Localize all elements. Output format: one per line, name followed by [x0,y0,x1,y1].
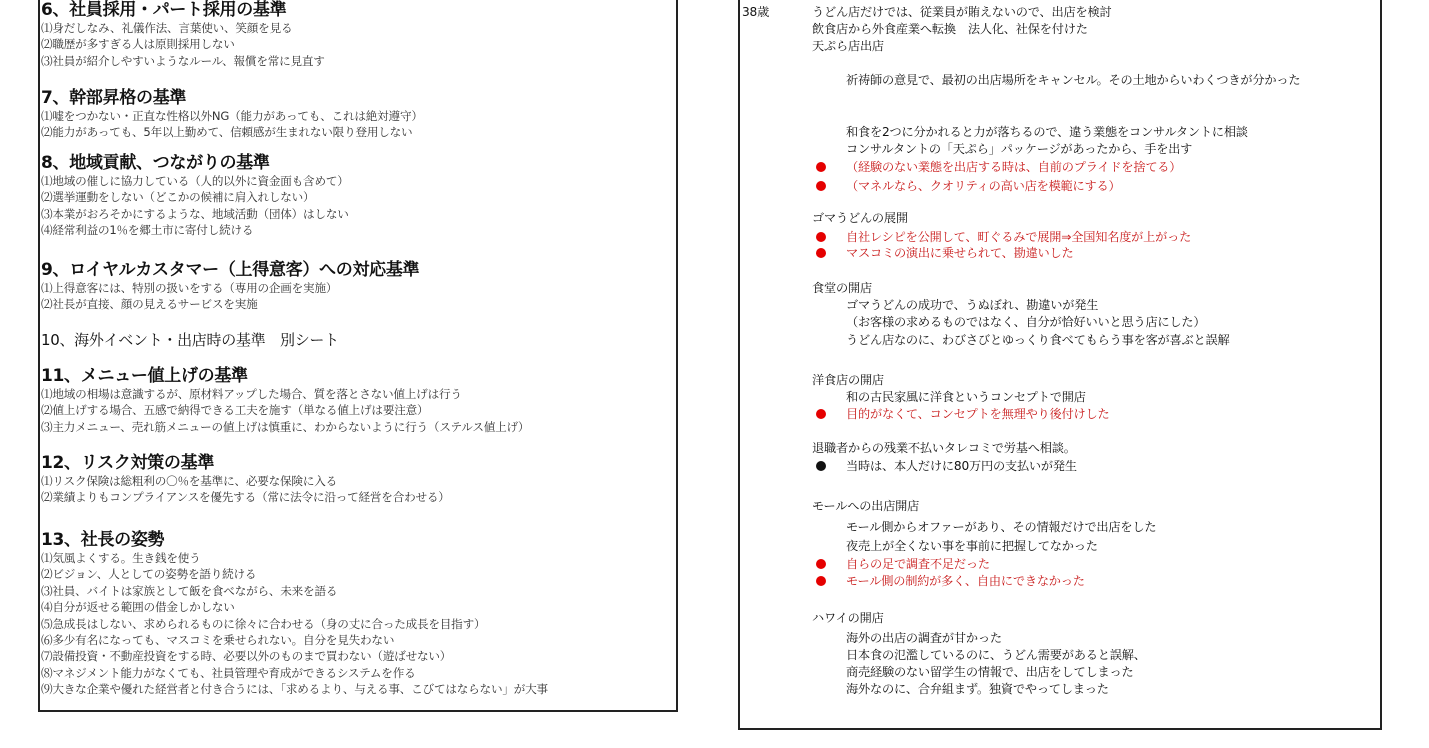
bullet-dot-icon [816,461,826,471]
history-line: コンサルタントの「天ぷら」パッケージがあったから、手を出す [846,142,1193,156]
section-heading: 11、メニュー値上げの基準 [41,366,248,386]
history-line: モールへの出店開店 [812,499,920,513]
history-line: 退職者からの残業不払いタレコミで労基へ相談。 [812,441,1076,455]
standard-section [40,88,423,141]
history-line: 和の古民家風に洋食というコンセプトで開店 [846,390,1086,404]
history-line: モール側からオファーがあり、その情報だけで出店をした [846,520,1157,534]
history-line: ゴマうどんの展開 [812,211,908,225]
bulleted-lesson: モール側の制約が多く、自由にできなかった [846,574,1085,588]
standard-item: ⑵職歴が多すぎる人は原則採用しない [41,37,235,52]
right-history-panel [738,0,1382,730]
bullet-dot-icon [816,181,826,191]
standard-item: ⑴気風よくする。生き銭を使う [41,551,201,565]
age-label: 38歳 [742,5,770,19]
standard-item: ⑺設備投資・不動産投資をする時、必要以外のものまで買わない（遊ばせない） [41,649,452,664]
standard-section [40,153,349,239]
bulleted-lesson: 当時は、本人だけに80万円の支払いが発生 [846,459,1077,473]
standard-section [40,330,339,350]
standard-item: ⑹多少有名になっても、マスコミを乗せられない。自分を見失わない [41,633,395,648]
bullet-dot-icon [816,248,826,258]
history-line: （お客様の求めるものではなく、自分が恰好いいと思う店にした） [846,315,1206,329]
section-heading: 6、社員採用・パート採用の基準 [41,0,287,20]
standard-item: ⑵業績よりもコンプライアンスを優先する（常に法令に沿って経営を合わせる） [41,490,450,505]
standard-item: ⑴リスク保険は総粗利の〇％を基準に、必要な保険に入る [41,474,338,488]
standard-item: ⑶社員、バイトは家族として飯を食べながら、未来を語る [41,583,338,598]
section-heading: 7、幹部昇格の基準 [41,88,187,108]
standard-section [40,0,325,69]
bulleted-lesson: マスコミの演出に乗せられて、勘違いした [846,246,1074,260]
history-line: 洋食店の開店 [812,373,884,387]
history-line: 飲食店から外食産業へ転換 法人化、社保を付けた [812,22,1088,36]
standard-item: ⑴嘘をつかない・正直な性格以外NG（能力があっても、これは絶対遵守） [41,109,423,123]
standard-item: ⑴地域の催しに協力している（人的以外に資金面も含めて） [41,174,349,188]
standard-item: ⑸急成長はしない、求められるものに徐々に合わせる（身の丈に合った成長を目指す） [41,616,486,631]
history-line: 夜売上が全くない事を事前に把握してなかった [846,539,1098,553]
standard-item: ⑵社長が直接、顔の見えるサービスを実施 [41,297,258,312]
history-line: 日本食の氾濫しているのに、うどん需要があると誤解、 [846,648,1146,662]
history-line: 天ぷら店出店 [812,39,884,53]
standard-item: ⑼大きな企業や優れた経営者と付き合うには、「求めるより、与える事、こびてはならない」が大事 [41,682,548,697]
section-heading: 13、社長の姿勢 [41,530,165,550]
standard-item: ⑵値上げする場合、五感で納得できる工夫を施す（単なる値上げは要注意） [41,403,429,418]
standard-item: ⑵ビジョン、人としての姿勢を語り続ける [41,567,257,582]
standard-item: ⑶本業がおろそかにするような、地域活動（団体）はしない [41,206,349,221]
standard-section [40,260,419,313]
standard-section [40,366,529,435]
section-heading: 9、ロイヤルカスタマー（上得意客）への対応基準 [41,260,420,280]
bullet-dot-icon [816,232,826,242]
standard-section [40,453,450,506]
left-standards-panel [38,0,678,712]
bulleted-lesson: 目的がなくて、コンセプトを無理やり後付けした [846,407,1110,421]
history-line: 商売経験のない留学生の情報で、出店をしてしまった [846,665,1134,679]
bullet-dot-icon [816,559,826,569]
standard-item: ⑴上得意客には、特別の扱いをする（専用の企画を実施） [41,281,338,295]
section-heading: 10、海外イベント・出店時の基準 別シート [41,331,339,349]
standard-item: ⑵選挙運動をしない（どこかの候補に肩入れしない） [41,190,315,205]
history-line: 祈祷師の意見で、最初の出店場所をキャンセル。その土地からいわくつきが分かった [846,73,1301,87]
section-heading: 12、リスク対策の基準 [41,453,215,473]
history-line: うどん店なのに、わびさびとゆっくり食べてもらう事を客が喜ぶと誤解 [846,333,1230,347]
history-line: ゴマうどんの成功で、うぬぼれ、勘違いが発生 [846,298,1099,312]
standard-item: ⑴地域の相場は意識するが、原材料アップした場合、質を落とさない値上げは行う [41,387,462,401]
standard-item: ⑷経常利益の1％を郷土市に寄付し続ける [41,223,254,238]
bulleted-lesson: （経験のない業態を出店する時は、自前のプライドを捨てる） [846,160,1182,174]
standard-item: ⑻マネジメント能力がなくても、社員管理や育成ができるシステムを作る [41,665,416,680]
bullet-dot-icon [816,162,826,172]
bulleted-lesson: 自社レシピを公開して、町ぐるみで展開⇒全国知名度が上がった [846,230,1192,244]
history-line: 海外なのに、合弁組まず。独資でやってしまった [846,682,1109,696]
standard-item: ⑷自分が返せる範囲の借金しかしない [41,600,235,615]
standard-item: ⑶社員が紹介しやすいようなルール、報償を常に見直す [41,53,325,68]
bullet-dot-icon [816,576,826,586]
standard-section [40,530,548,698]
bulleted-lesson: 自らの足で調査不足だった [846,557,990,571]
standard-item: ⑵能力があっても、5年以上勤めて、信頼感が生まれない限り登用しない [41,125,413,140]
history-line: 和食を2つに分かれると力が落ちるので、違う業態をコンサルタントに相談 [846,125,1248,139]
section-heading: 8、地域貢献、つながりの基準 [41,153,270,173]
standard-item: ⑶主力メニュー、売れ筋メニューの値上げは慎重に、わからないように行う（ステルス値上げ） [41,419,530,434]
history-line: ハワイの開店 [812,611,884,625]
history-line: うどん店だけでは、従業員が賄えないので、出店を検討 [812,5,1112,19]
bullet-dot-icon [816,409,826,419]
standard-item: ⑴身だしなみ、礼儀作法、言葉使い、笑顔を見る [41,21,293,35]
history-line: 食堂の開店 [812,281,872,295]
history-line: 海外の出店の調査が甘かった [846,631,1002,645]
bulleted-lesson: （マネルなら、クオリティの高い店を模範にする） [846,179,1121,193]
